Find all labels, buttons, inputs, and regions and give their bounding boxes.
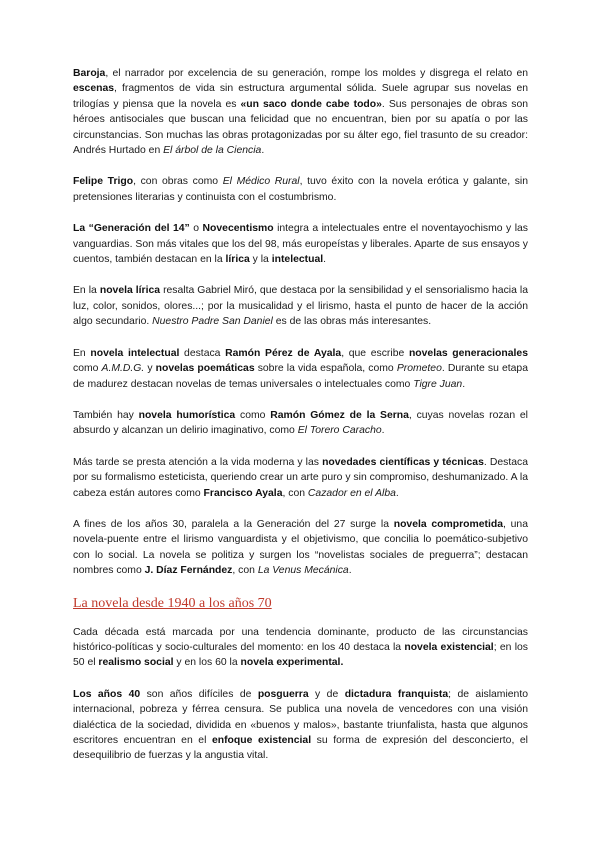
paragraph-novela-humoristica (73, 408, 528, 439)
work-title: Prometeo (396, 363, 442, 375)
bold-term: lírica (225, 254, 250, 266)
bold-term: escenas (73, 83, 115, 95)
text-run: y (144, 363, 156, 375)
work-title: El árbol de la Ciencia (163, 145, 262, 157)
bold-term: Novecentismo (202, 223, 274, 235)
work-title: El Médico Rural (222, 176, 300, 188)
text-run: . (462, 378, 466, 390)
paragraph-novela-lirica (73, 283, 528, 329)
text-run: . (395, 487, 399, 499)
bold-term: «un saco donde cabe todo» (240, 98, 382, 110)
bold-term: novelas poemáticas (155, 363, 255, 375)
bold-term: novela lírica (99, 285, 161, 297)
bold-term: novedades científicas y técnicas (322, 456, 484, 468)
work-title: Tigre Juan (413, 378, 463, 390)
paragraph-novela-intelectual (73, 346, 528, 392)
section-heading: La novela desde 1940 a los años 70 (73, 595, 272, 611)
text-run: como (235, 409, 271, 421)
section-paragraphs (73, 625, 528, 764)
work-title: Cazador en el Alba (307, 487, 396, 499)
bold-term: Felipe Trigo (73, 176, 134, 188)
bold-term: J. Díaz Fernández (144, 565, 233, 577)
bold-term: novela intelectual (90, 347, 180, 359)
bold-term: Los años 40 (73, 688, 141, 700)
text-run: . (348, 565, 352, 577)
text-run: son años difíciles de (140, 688, 258, 700)
bold-term: Ramón Gómez de la Serna (270, 409, 409, 421)
bold-term: realismo social (98, 657, 174, 669)
text-run: , el narrador por excelencia de su generación, rompe los moldes y disgrega el relato en (105, 68, 528, 79)
text-run: ; de aislamiento internacional, pobreza y férrea censura. Se publica una novela de vencedores con una visión dialéctica de la sociedad, dividida en «buenos y malos», bastante triunfalista, hasta que algunos escritores encuentran en el (73, 688, 528, 746)
text-run: , con (232, 565, 258, 577)
bold-term: novelas generacionales (408, 347, 528, 359)
text-run: es de las obras más interesantes. (272, 316, 432, 328)
bold-term: posguerra (257, 688, 309, 700)
text-run: . (261, 145, 265, 157)
text-run: , con obras como (133, 176, 223, 188)
text-run: , con (282, 487, 308, 499)
paragraph-novedades (73, 455, 528, 501)
paragraph-generacion-14 (73, 221, 528, 267)
paragraph-comprometida (73, 517, 528, 579)
work-title: El Torero Caracho (297, 425, 382, 437)
paragraph-felipe-trigo (73, 174, 528, 205)
text-run: . (323, 254, 326, 266)
text-run: resalta Gabriel Miró, que destaca por la sensibilidad y el sensorialismo hacia la luz, color, sonidos, olores...; por la musicalidad y el lirismo, hasta el punto de hacer de la acción algo secundario. (73, 285, 528, 328)
text-run: destaca (179, 347, 226, 359)
text-run: o (189, 223, 203, 235)
text-run: Cada década está marcada por una tendencia dominante, producto de las circunstancias histórico-políticas y socio-culturales del momento: en los 40 destaca la (73, 626, 528, 653)
text-run: ; en los 50 el (73, 641, 528, 669)
bold-term: novela experimental. (240, 657, 344, 669)
text-run: y la (249, 254, 272, 266)
text-run: sobre la vida española, como (254, 363, 397, 375)
text-run: y en los 60 la (173, 657, 241, 669)
paragraph-anos-40 (73, 687, 528, 764)
bold-term: dictadura franquista (344, 688, 449, 700)
text-run: . Destaca por su formalismo esteticista, queriendo crear un arte puro y sin compromiso, deshumanizado. A la cabeza están autores como (73, 456, 528, 499)
work-title: A.M.D.G. (101, 363, 145, 375)
work-title: Nuestro Padre San Daniel (152, 316, 273, 328)
text-run: , fragmentos de vida sin estructura argumental sólida. Suele agrupar sus novelas en trilogías y piensa que la novela es (73, 83, 528, 110)
text-run: En la (73, 285, 100, 297)
text-run: También hay (73, 409, 139, 421)
paragraph-cada-decada (73, 625, 528, 671)
text-run: y de (308, 688, 345, 700)
body-paragraphs (73, 66, 528, 579)
text-run: , cuyas novelas rozan el absurdo y alcanzan un delirio imaginativo, como (73, 409, 528, 437)
bold-term: La “Generación del 14” (73, 223, 190, 235)
text-run: , que escribe (341, 347, 409, 359)
text-run: . Sus personajes de obras son héroes antisociales que buscan una felicidad que no encuentran, bien por su apatía o por las circunstancias. Son muchas las obras protagonizadas por su álter ego, fiel trasunto de su creador: Andrés Hurtado en (73, 98, 529, 157)
bold-term: Baroja (73, 68, 106, 79)
bold-term: novela humorística (138, 409, 236, 421)
text-run: integra a intelectuales entre el noventayochismo y las vanguardias. Son más vitales que los del 98, más europeístas y liberales. Aparte de sus ensayos y cuentos, también destacan en la (73, 223, 528, 266)
text-run: su forma de expresión del desconcierto, el desequilibrio de fuerzas y la angustia vital. (73, 735, 528, 762)
text-run: , tuvo éxito con la novela erótica y galante, sin pretensiones literarias y continuista con el costumbrismo. (73, 176, 529, 203)
text-run: como (73, 363, 102, 375)
text-run: Más tarde se presta atención a la vida moderna y las (73, 456, 323, 468)
bold-term: enfoque existencial (211, 735, 312, 746)
text-run: . (381, 425, 385, 437)
text-run: En (73, 347, 91, 359)
text-run: A fines de los años 30, paralela a la Generación del 27 surge la (73, 518, 394, 530)
bold-term: intelectual (271, 254, 324, 266)
paragraph-baroja (73, 66, 528, 158)
bold-term: Ramón Pérez de Ayala (225, 347, 342, 359)
bold-term: novela comprometida (393, 518, 503, 530)
text-run: . Durante su etapa de madurez destacan novelas de temas universales o intelectuales como (73, 363, 528, 390)
document-page (73, 66, 528, 780)
bold-term: novela existencial (404, 641, 494, 653)
bold-term: Francisco Ayala (203, 487, 283, 499)
work-title: La Venus Mecánica (257, 565, 349, 577)
text-run: , una novela-puente entre el lirismo vanguardista y el objetivismo, que concilia lo poemático-subjetivo con lo social. La novela se politiza y surgen los “novelistas sociales de preguerra”; destacan nombres como (73, 518, 528, 577)
